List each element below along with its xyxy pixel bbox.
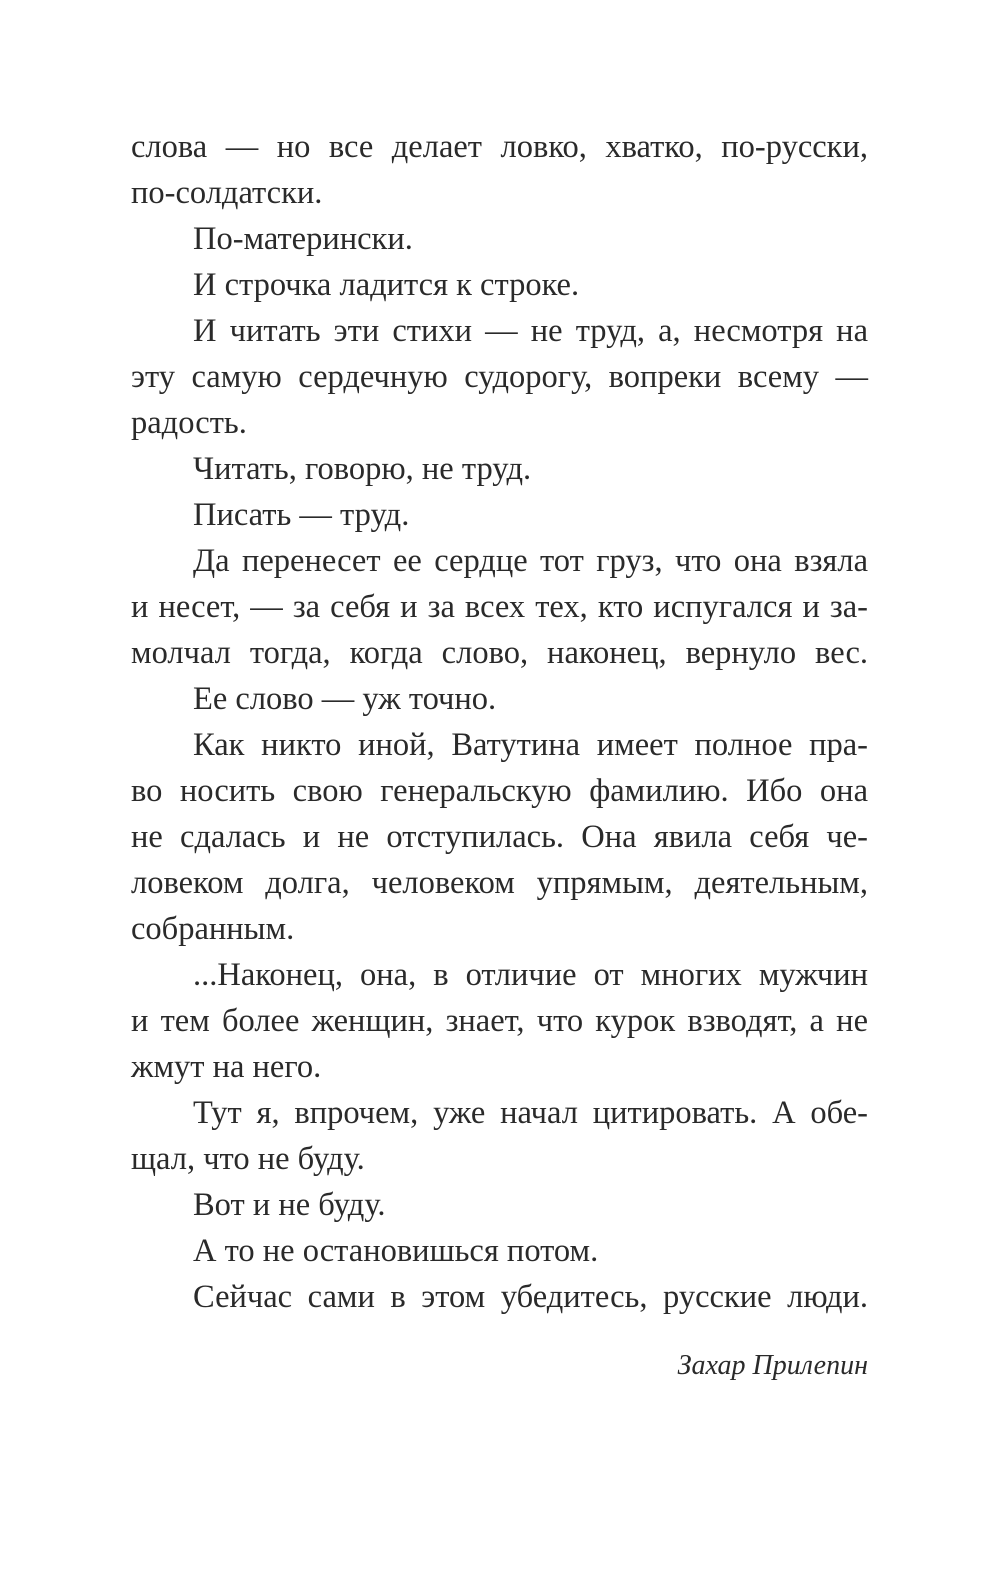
text-line: А то не остановишься потом.	[193, 1233, 599, 1269]
text-line: молчал тогда, когда слово, наконец, вернуло вес.	[131, 635, 868, 671]
text-line: эту самую сердечную судорогу, вопреки всему —	[131, 359, 868, 395]
text-line: Как никто иной, Ватутина имеет полное пра-	[193, 727, 868, 763]
text-line: По-матерински.	[193, 221, 413, 257]
text-line: И строчка ладится к строке.	[193, 267, 580, 303]
text-line: Писать — труд.	[193, 497, 410, 533]
text-line: не сдалась и не отступилась. Она явила себя че-	[131, 819, 868, 855]
text-line: Вот и не буду.	[193, 1187, 386, 1223]
text-line: Да перенесет ее сердце тот груз, что она взяла	[193, 543, 868, 579]
body-text	[131, 124, 868, 1320]
text-line: по-солдатски.	[131, 175, 323, 211]
text-line: радость.	[131, 405, 247, 441]
text-line: Читать, говорю, не труд.	[193, 451, 532, 487]
text-line: щал, что не буду.	[131, 1141, 365, 1177]
text-line: жмут на него.	[131, 1049, 322, 1085]
text-line: во носить свою генеральскую фамилию. Ибо она	[131, 773, 868, 809]
text-line: ловеком долга, человеком упрямым, деятельным,	[131, 865, 868, 901]
text-line: Ее слово — уж точно.	[193, 681, 497, 717]
text-line: Тут я, впрочем, уже начал цитировать. А обе-	[193, 1095, 868, 1131]
text-line: слова — но все делает ловко, хватко, по-русски,	[131, 129, 868, 165]
text-line: и несет, — за себя и за всех тех, кто испугался и за-	[131, 589, 868, 625]
author-signature: Захар Прилепин	[677, 1350, 868, 1381]
text-line: ...Наконец, она, в отличие от многих мужчин	[193, 957, 868, 993]
text-line: собранным.	[131, 911, 295, 947]
text-line: И читать эти стихи — не труд, а, несмотря на	[193, 313, 868, 349]
text-line: Сейчас сами в этом убедитесь, русские люди.	[193, 1279, 868, 1315]
text-line: и тем более женщин, знает, что курок взводят, а не	[131, 1003, 868, 1039]
